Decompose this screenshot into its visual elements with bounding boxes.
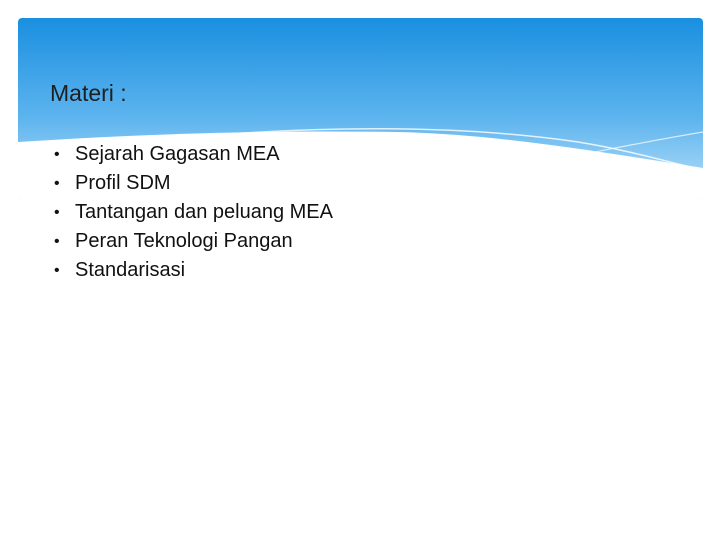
list-item: [54, 256, 333, 285]
list-item-text: Peran Teknologi Pangan: [75, 230, 293, 252]
list-item: [54, 227, 333, 256]
bullet-icon: •: [54, 204, 60, 221]
list-item-text: Standarisasi: [75, 259, 186, 281]
list-item-text: Sejarah Gagasan MEA: [75, 143, 280, 165]
bullet-icon: •: [54, 146, 60, 163]
list-item: [54, 169, 333, 198]
bullet-icon: •: [54, 233, 60, 250]
list-item-text: Tantangan dan peluang MEA: [75, 201, 333, 223]
bullet-icon: •: [54, 175, 60, 192]
bullet-icon: •: [54, 262, 60, 279]
list-item: [54, 198, 333, 227]
slide-title: Materi :: [50, 80, 127, 106]
list-item-text: Profil SDM: [75, 172, 171, 194]
bullet-list: [54, 140, 333, 285]
list-item: [54, 140, 333, 169]
